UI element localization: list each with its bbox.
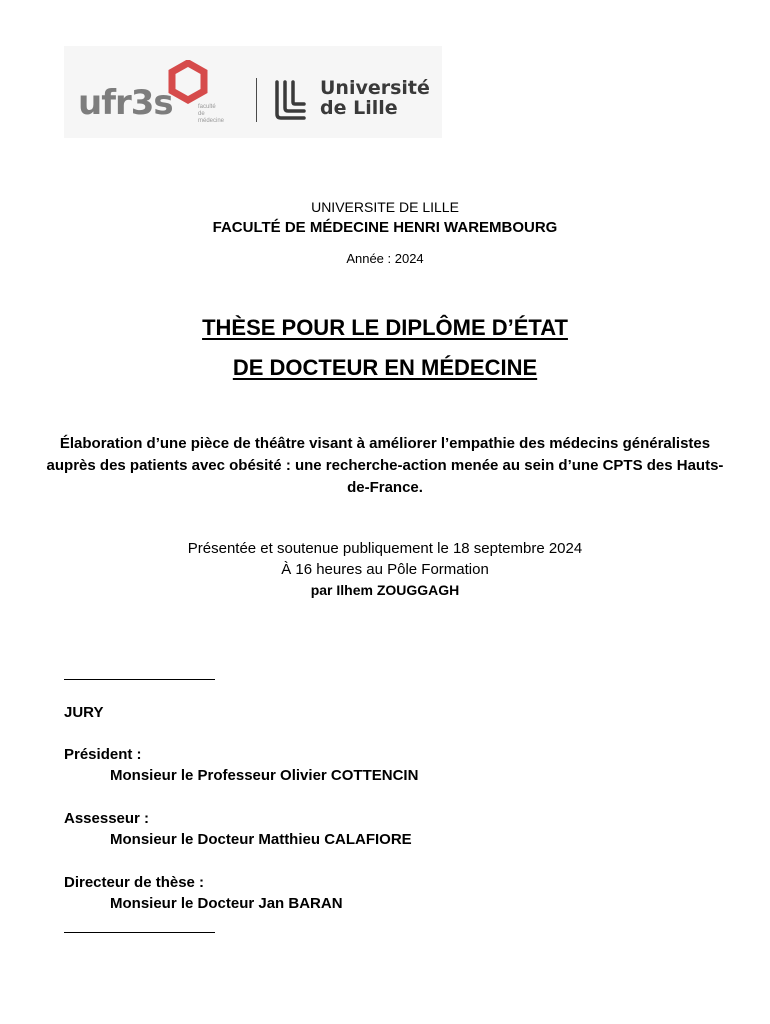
jury-role-assesseur: Assesseur : <box>64 810 150 827</box>
jury-member-directeur: Monsieur le Docteur Jan BARAN <box>110 895 343 912</box>
universite-de-lille-logo <box>274 76 434 126</box>
thesis-title-line-2: DE DOCTEUR EN MÉDECINE <box>232 355 538 380</box>
presentation-date: Présentée et soutenue publiquement le 18 septembre 2024 <box>187 540 583 557</box>
author-name: par Ilhem ZOUGGAGH <box>310 582 460 598</box>
jury-title: JURY <box>64 704 104 721</box>
ufr3s-wordmark: ufr3s <box>78 83 173 123</box>
universite-de-lille-mark-icon <box>274 80 308 120</box>
presentation-time-place: À 16 heures au Pôle Formation <box>281 561 489 578</box>
ufr3s-logo <box>78 66 228 126</box>
divider-bottom <box>64 932 215 933</box>
jury-role-directeur: Directeur de thèse : <box>64 874 205 891</box>
academic-year: Année : 2024 <box>346 251 424 266</box>
universite-de-lille-wordmark: Université de Lille <box>320 77 430 119</box>
university-name: UNIVERSITE DE LILLE <box>311 199 459 215</box>
jury-member-assesseur: Monsieur le Docteur Matthieu CALAFIORE <box>110 831 412 848</box>
ufr3s-subtitle: faculté de médecine <box>198 104 225 124</box>
divider-top <box>64 679 215 680</box>
faculty-name: FACULTÉ DE MÉDECINE HENRI WAREMBOURG <box>212 219 558 236</box>
jury-role-president: Président : <box>64 746 142 763</box>
logo-separator <box>256 78 257 122</box>
logo-banner <box>64 46 442 138</box>
thesis-title-line-1: THÈSE POUR LE DIPLÔME D’ÉTAT <box>202 315 568 340</box>
thesis-subject: Élaboration d’une pièce de théâtre visant à améliorer l’empathie des médecins généralistes auprès des patients avec obésité : une recherche-action menée au sein d’une CPTS des Hauts-de-France. <box>46 435 724 496</box>
jury-member-president: Monsieur le Professeur Olivier COTTENCIN <box>110 767 419 784</box>
